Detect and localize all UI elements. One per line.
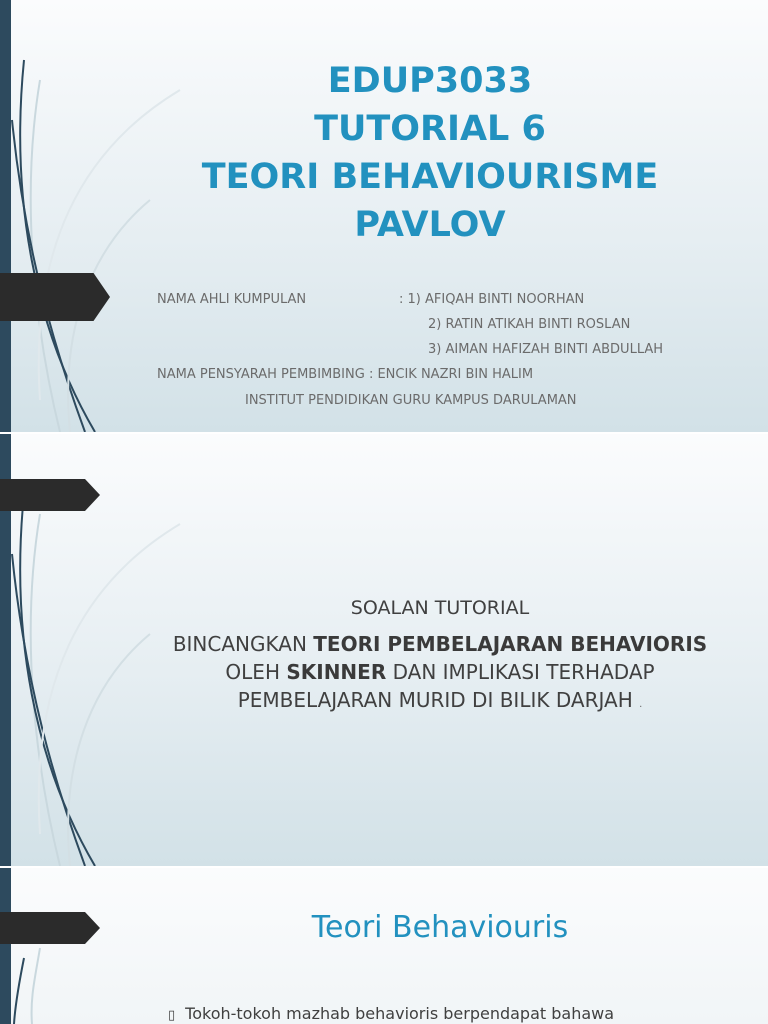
question-part-5: DAN IMPLIKASI TERHADAP PEMBELAJARAN MURID DI BILIK DARJAH xyxy=(237,660,655,712)
slide-theory[interactable] xyxy=(0,868,768,1024)
question-part-6: . xyxy=(639,699,643,710)
slide-question[interactable] xyxy=(0,434,768,866)
bullet-icon: ▯ xyxy=(168,1008,176,1023)
slide-title[interactable] xyxy=(0,0,768,432)
question-text xyxy=(170,630,710,719)
slide-heading: Teori Behaviouris xyxy=(311,910,569,945)
title-line-course: EDUP3033 xyxy=(327,61,533,101)
bullet-text: Tokoh-tokoh mazhab behavioris berpendapat bahawa xyxy=(185,1004,615,1023)
slide-title-block xyxy=(130,57,730,249)
slide-tab-marker xyxy=(0,479,100,511)
title-line-tutorial: TUTORIAL 6 xyxy=(314,109,546,149)
question-part-2-bold: TEORI PEMBELAJARAN BEHAVIORIS xyxy=(313,632,708,656)
members-label: NAMA AHLI KUMPULAN xyxy=(157,292,307,307)
slide-tab-marker xyxy=(0,912,100,944)
question-part-4-bold: SKINNER xyxy=(286,660,387,684)
bullet-item xyxy=(168,1004,614,1023)
slide-tab-marker xyxy=(0,273,110,321)
decorative-curves xyxy=(0,868,220,1024)
question-part-1: BINCANGKAN xyxy=(172,632,314,656)
question-heading: SOALAN TUTORIAL xyxy=(350,597,530,619)
member-2: 2) RATIN ATIKAH BINTI ROSLAN xyxy=(428,317,631,332)
lecturer-line: NAMA PENSYARAH PEMBIMBING : ENCIK NAZRI BIN HALIM xyxy=(157,367,534,382)
title-line-theory: TEORI BEHAVIOURISME xyxy=(201,157,659,197)
institute-line: INSTITUT PENDIDIKAN GURU KAMPUS DARULAMAN xyxy=(245,393,577,408)
question-part-3: OLEH xyxy=(225,660,287,684)
member-3: 3) AIMAN HAFIZAH BINTI ABDULLAH xyxy=(428,342,664,357)
title-line-name: PAVLOV xyxy=(354,205,506,245)
member-1: : 1) AFIQAH BINTI NOORHAN xyxy=(399,292,585,307)
